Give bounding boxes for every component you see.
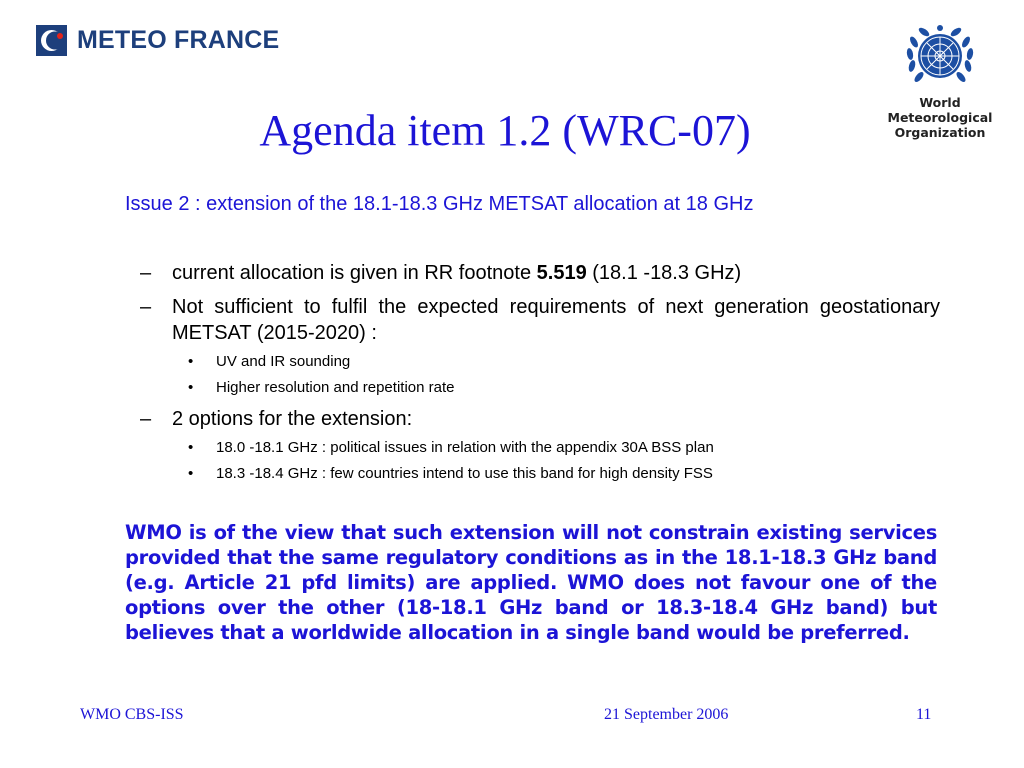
- footer-event: WMO CBS-ISS: [80, 706, 184, 723]
- issue-heading: Issue 2 : extension of the 18.1-18.3 GHz METSAT allocation at 18 GHz: [125, 193, 754, 215]
- slide-title: Agenda item 1.2 (WRC-07): [259, 106, 751, 155]
- dot-bullet: •: [188, 439, 194, 456]
- wmo-line-2: Meteorological: [887, 110, 993, 125]
- dot-bullet: •: [188, 353, 194, 370]
- sub-item-text: UV and IR sounding: [216, 353, 351, 370]
- item-text: Not sufficient to fulfil the expected requirements of next generation geostationary METSAT (2015-2020) :: [172, 296, 940, 344]
- sub-item-text: 18.0 -18.1 GHz : political issues in relation with the appendix 30A BSS plan: [216, 439, 714, 456]
- list-item-current-allocation: [140, 260, 940, 286]
- wmo-line-1: World: [919, 95, 961, 110]
- wmo-emblem-icon: [904, 20, 976, 92]
- dash-bullet: –: [140, 408, 152, 430]
- item-text-before: current allocation is given in RR footnote: [172, 262, 537, 284]
- dash-bullet: –: [140, 262, 152, 284]
- meteo-france-logo: [36, 22, 279, 58]
- sub-item: [140, 378, 940, 398]
- conclusion-paragraph: WMO is of the view that such extension will not constrain existing services provided that the same regulatory conditions as in the 18.1-18.3 GHz band (e.g. Article 21 pfd limits) are applied. WMO does not favour one of the options over the other (18-18.1 GHz band or 18.3-18.4 GHz band) but believes that a worldwide allocation in a single band would be preferred.: [125, 521, 937, 644]
- sub-item-text: Higher resolution and repetition rate: [216, 379, 455, 396]
- wmo-line-3: Organization: [894, 125, 986, 140]
- meteo-france-emblem-icon: [36, 25, 67, 56]
- page-number: 11: [916, 706, 932, 723]
- dot-bullet: •: [188, 379, 194, 396]
- sub-item-text: 18.3 -18.4 GHz : few countries intend to use this band for high density FSS: [216, 465, 713, 482]
- meteo-france-wordmark: METEO FRANCE: [77, 25, 280, 54]
- bullet-list: [140, 260, 940, 484]
- list-item-not-sufficient: [140, 294, 940, 346]
- sub-item: [140, 352, 940, 372]
- sub-item: [140, 464, 940, 484]
- item-text-after: (18.1 -18.3 GHz): [586, 262, 742, 284]
- sub-item: [140, 438, 940, 458]
- dot-bullet: •: [188, 465, 194, 482]
- footer-date: 21 September 2006: [604, 706, 729, 723]
- item-text: 2 options for the extension:: [172, 408, 413, 430]
- list-item-options: [140, 406, 940, 432]
- footnote-number: 5.519: [536, 262, 587, 284]
- dash-bullet: –: [140, 296, 152, 318]
